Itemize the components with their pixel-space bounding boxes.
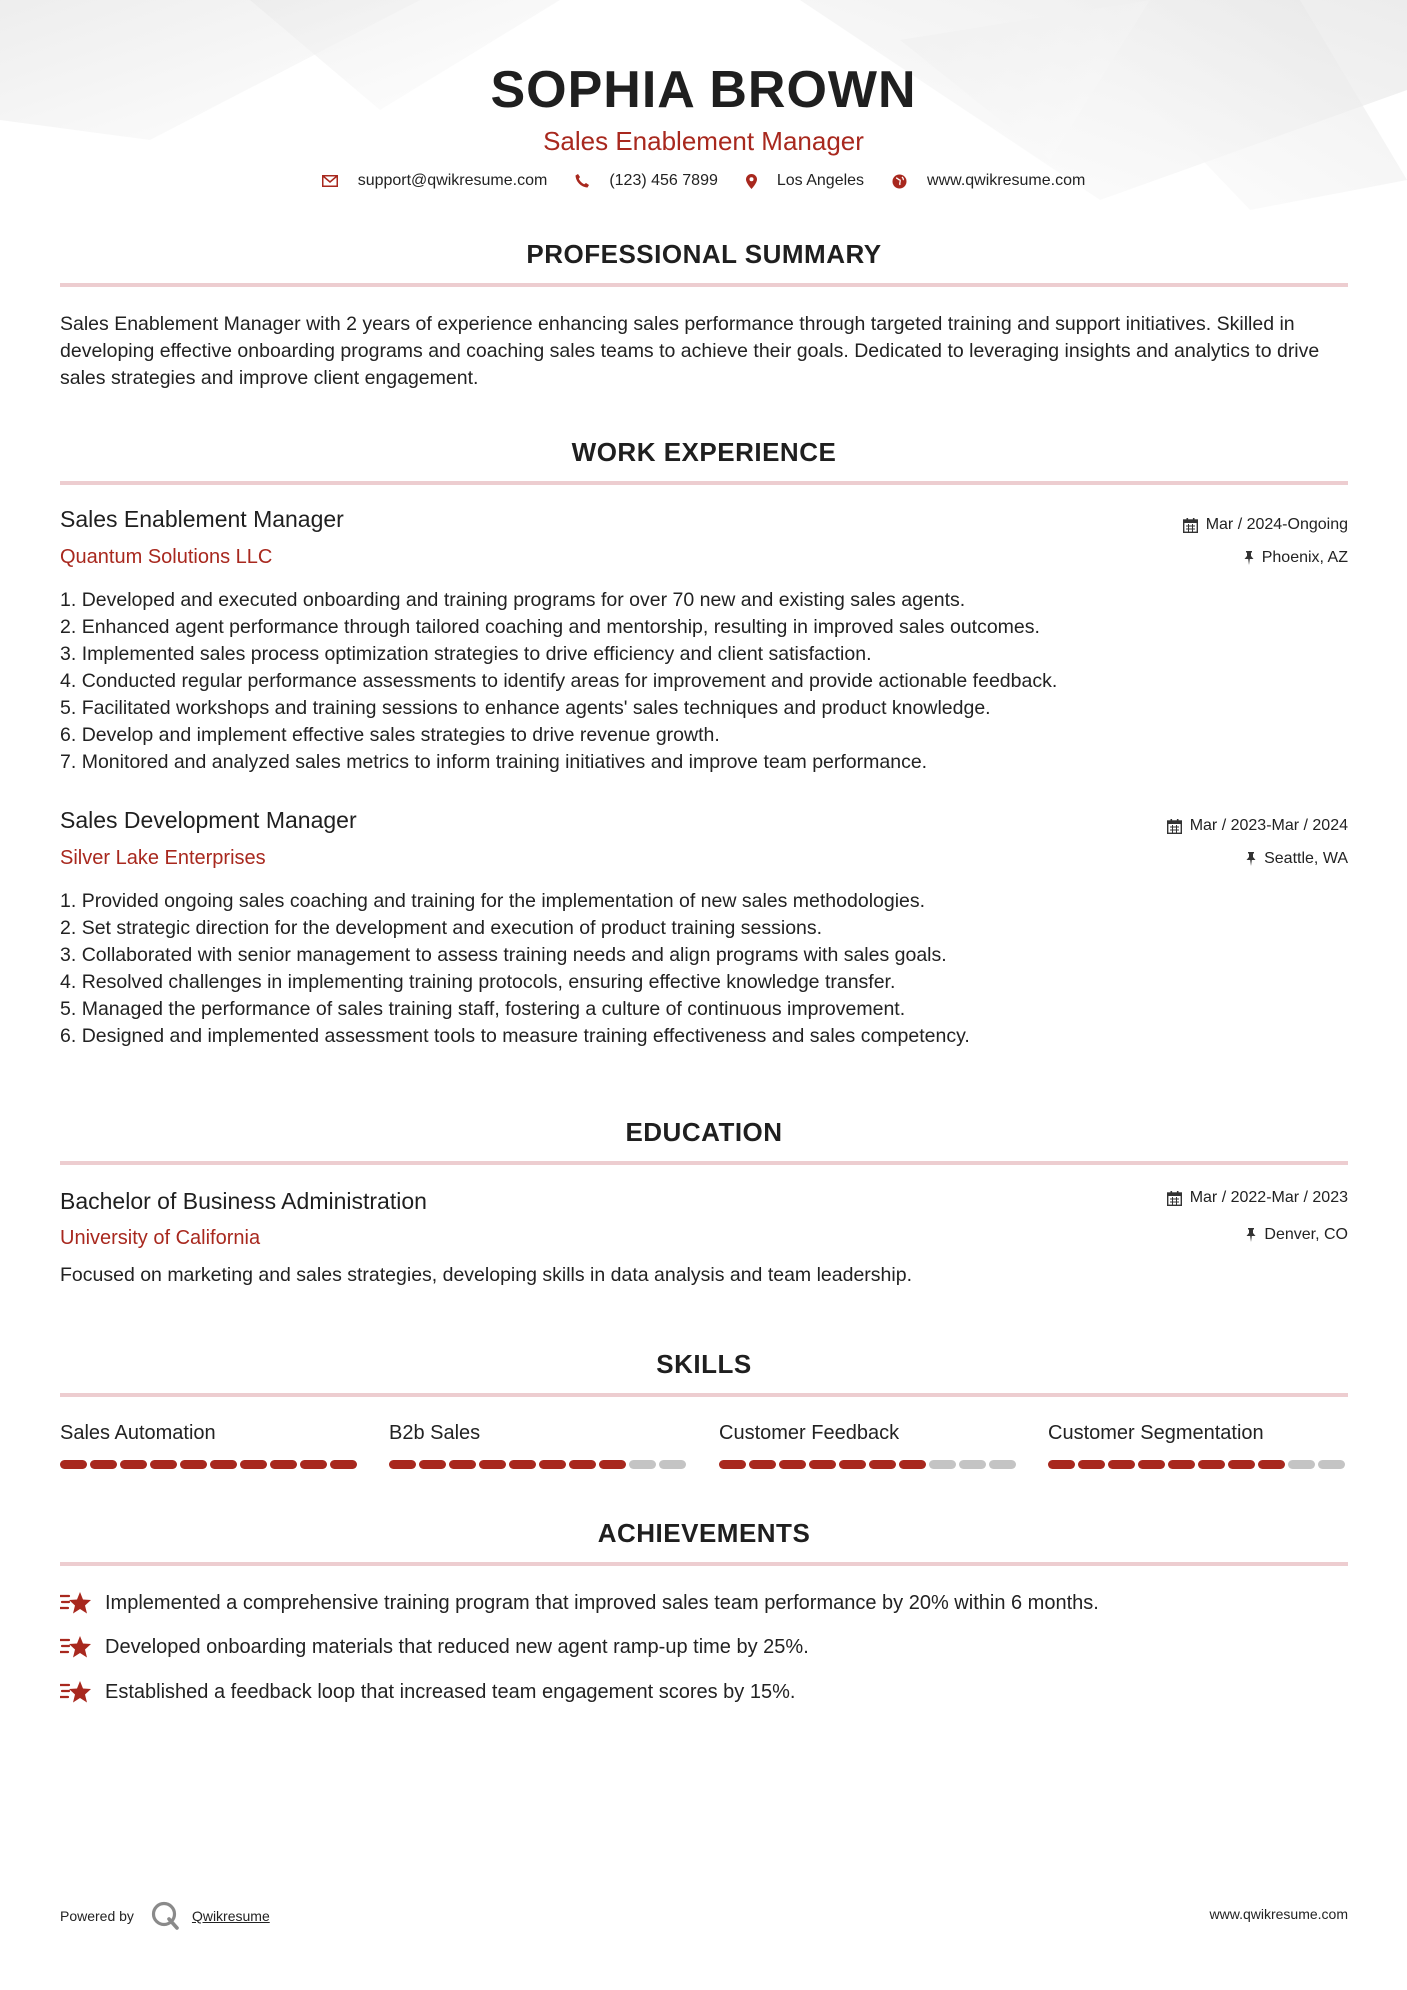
skill-name: B2b Sales bbox=[389, 1422, 481, 1444]
skill-name: Customer Segmentation bbox=[1048, 1422, 1264, 1444]
skills-divider bbox=[60, 1393, 1348, 1397]
skill-segment-empty bbox=[959, 1460, 986, 1469]
contact-email[interactable] bbox=[322, 172, 548, 190]
list-item: Facilitated workshops and training sessions to enhance agents' sales techniques and product knowledge. bbox=[81, 697, 991, 719]
achievements-heading: ACHIEVEMENTS bbox=[597, 1518, 811, 1548]
job-2-dates-text: Mar / 2023-Mar / 2024 bbox=[1189, 817, 1348, 834]
job-1-dates bbox=[1183, 516, 1348, 534]
calendar-icon bbox=[1167, 1191, 1182, 1206]
job-1-dates-text: Mar / 2024-Ongoing bbox=[1205, 516, 1348, 533]
skill-segment-filled bbox=[1108, 1460, 1135, 1469]
skill-segment-filled bbox=[869, 1460, 896, 1469]
achievement-item bbox=[60, 1590, 1350, 1616]
skill-segment-filled bbox=[120, 1460, 147, 1469]
skill-segment-filled bbox=[389, 1460, 416, 1469]
education-degree: Bachelor of Business Administration bbox=[60, 1188, 427, 1214]
skill-segment-filled bbox=[1078, 1460, 1105, 1469]
skill-segment-empty bbox=[1288, 1460, 1315, 1469]
achievement-item bbox=[60, 1634, 1350, 1660]
summary-heading: PROFESSIONAL SUMMARY bbox=[526, 239, 882, 269]
shooting-star-icon bbox=[60, 1679, 93, 1705]
list-item: Monitored and analyzed sales metrics to inform training initiatives and improve team performance. bbox=[81, 751, 928, 773]
pushpin-icon bbox=[1244, 551, 1254, 565]
globe-icon bbox=[892, 174, 907, 189]
skill-segment-filled bbox=[300, 1460, 327, 1469]
experience-heading: WORK EXPERIENCE bbox=[571, 437, 837, 467]
achievement-item bbox=[60, 1679, 1350, 1705]
skill-item bbox=[389, 1420, 689, 1469]
skills-heading: SKILLS bbox=[656, 1349, 752, 1379]
skill-segment-filled bbox=[839, 1460, 866, 1469]
phone-icon bbox=[575, 174, 589, 188]
summary-divider bbox=[60, 283, 1348, 287]
skill-name: Customer Feedback bbox=[719, 1422, 900, 1444]
skill-item bbox=[1048, 1420, 1348, 1469]
skill-segment-empty bbox=[989, 1460, 1016, 1469]
job-1-location bbox=[1244, 549, 1348, 567]
skill-level-bar bbox=[389, 1460, 689, 1469]
education-heading: EDUCATION bbox=[625, 1117, 783, 1147]
shooting-star-icon bbox=[60, 1590, 93, 1616]
contact-location bbox=[746, 172, 864, 190]
summary-text: Sales Enablement Manager with 2 years of experience enhancing sales performance through targeted training and support initiatives. Skilled in developing effective onboarding programs and coaching sales teams to achieve their goals. Dedicated to leveraging insights and analytics to drive sales strategies and improve client engagement. bbox=[60, 313, 1320, 389]
footer-website[interactable]: www.qwikresume.com bbox=[1209, 1906, 1348, 1922]
list-item: Developed and executed onboarding and training programs for over 70 new and existing sales agents. bbox=[81, 589, 966, 611]
skill-segment-filled bbox=[1048, 1460, 1075, 1469]
skill-segment-filled bbox=[479, 1460, 506, 1469]
job-1-company: Quantum Solutions LLC bbox=[60, 546, 273, 568]
skill-level-bar bbox=[719, 1460, 1019, 1469]
job-2-location-text: Seattle, WA bbox=[1264, 850, 1348, 867]
education-location bbox=[1246, 1226, 1348, 1244]
candidate-title: Sales Enablement Manager bbox=[543, 126, 864, 156]
education-divider bbox=[60, 1161, 1348, 1165]
job-2-location bbox=[1246, 850, 1348, 868]
contact-phone[interactable] bbox=[575, 172, 718, 190]
skill-segment-filled bbox=[1138, 1460, 1165, 1469]
skill-segment-filled bbox=[569, 1460, 596, 1469]
education-dates-text: Mar / 2022-Mar / 2023 bbox=[1189, 1189, 1348, 1206]
education-dates bbox=[1167, 1189, 1348, 1207]
list-item: Conducted regular performance assessments to identify areas for improvement and provide actionable feedback. bbox=[81, 670, 1058, 692]
skill-level-bar bbox=[60, 1460, 360, 1469]
skill-segment-filled bbox=[599, 1460, 626, 1469]
calendar-icon bbox=[1183, 518, 1198, 533]
skill-segment-filled bbox=[419, 1460, 446, 1469]
list-item: Managed the performance of sales training staff, fostering a culture of continuous improvement. bbox=[81, 998, 906, 1020]
list-item: Enhanced agent performance through tailored coaching and mentorship, resulting in improved sales outcomes. bbox=[81, 616, 1040, 638]
envelope-icon bbox=[322, 175, 338, 187]
skill-segment-filled bbox=[539, 1460, 566, 1469]
contact-website[interactable] bbox=[892, 172, 1085, 190]
education-description: Focused on marketing and sales strategies, developing skills in data analysis and team leadership. bbox=[60, 1264, 912, 1286]
list-item: Implemented sales process optimization strategies to drive efficiency and client satisfaction. bbox=[81, 643, 872, 665]
job-1-bullets bbox=[60, 587, 1350, 776]
skill-segment-filled bbox=[330, 1460, 357, 1469]
shooting-star-icon bbox=[60, 1634, 93, 1660]
skill-segment-filled bbox=[749, 1460, 776, 1469]
candidate-name: SOPHIA BROWN bbox=[490, 61, 917, 119]
skill-segment-filled bbox=[60, 1460, 87, 1469]
skill-segment-filled bbox=[899, 1460, 926, 1469]
qwikresume-link[interactable]: Qwikresume bbox=[191, 1908, 270, 1924]
list-item: Collaborated with senior management to assess training needs and align programs with sales goals. bbox=[81, 944, 947, 966]
contact-phone-text: (123) 456 7899 bbox=[609, 172, 718, 189]
job-2-dates bbox=[1167, 817, 1348, 835]
skill-segment-filled bbox=[809, 1460, 836, 1469]
calendar-icon bbox=[1167, 819, 1182, 834]
skill-segment-empty bbox=[929, 1460, 956, 1469]
footer-powered-by bbox=[60, 1900, 270, 1932]
skill-segment-filled bbox=[779, 1460, 806, 1469]
resume-header bbox=[0, 58, 1407, 158]
qwikresume-logo-icon bbox=[150, 1900, 182, 1932]
skill-segment-empty bbox=[629, 1460, 656, 1469]
skill-segment-filled bbox=[180, 1460, 207, 1469]
skill-segment-filled bbox=[210, 1460, 237, 1469]
skill-level-bar bbox=[1048, 1460, 1348, 1469]
list-item: Develop and implement effective sales strategies to drive revenue growth. bbox=[81, 724, 720, 746]
skill-segment-filled bbox=[150, 1460, 177, 1469]
skill-segment-filled bbox=[240, 1460, 267, 1469]
job-2-bullets bbox=[60, 888, 1350, 1050]
map-pin-icon bbox=[746, 174, 757, 189]
pushpin-icon bbox=[1246, 852, 1256, 866]
achievements-divider bbox=[60, 1562, 1348, 1566]
list-item: Set strategic direction for the development and execution of product training sessions. bbox=[81, 917, 823, 939]
education-location-text: Denver, CO bbox=[1264, 1226, 1348, 1243]
job-1-title: Sales Enablement Manager bbox=[60, 506, 344, 532]
contact-bar bbox=[0, 172, 1407, 190]
skill-segment-filled bbox=[270, 1460, 297, 1469]
pushpin-icon bbox=[1246, 1228, 1256, 1242]
job-2-title: Sales Development Manager bbox=[60, 807, 357, 833]
skill-segment-filled bbox=[449, 1460, 476, 1469]
experience-divider bbox=[60, 481, 1348, 485]
list-item: Provided ongoing sales coaching and training for the implementation of new sales methodologies. bbox=[81, 890, 926, 912]
achievement-text: Implemented a comprehensive training program that improved sales team performance by 20% within 6 months. bbox=[105, 1591, 1099, 1614]
skill-segment-filled bbox=[1228, 1460, 1255, 1469]
achievement-text: Established a feedback loop that increased team engagement scores by 15%. bbox=[105, 1680, 796, 1703]
contact-website-text: www.qwikresume.com bbox=[927, 172, 1086, 189]
skill-segment-empty bbox=[1318, 1460, 1345, 1469]
job-1-location-text: Phoenix, AZ bbox=[1261, 549, 1348, 566]
skill-segment-filled bbox=[509, 1460, 536, 1469]
powered-by-label: Powered by bbox=[60, 1908, 134, 1924]
list-item: Resolved challenges in implementing training protocols, ensuring effective knowledge transfer. bbox=[81, 971, 896, 993]
achievement-text: Developed onboarding materials that reduced new agent ramp-up time by 25%. bbox=[105, 1635, 809, 1658]
skill-name: Sales Automation bbox=[60, 1422, 216, 1444]
skill-segment-filled bbox=[1198, 1460, 1225, 1469]
skill-segment-filled bbox=[1168, 1460, 1195, 1469]
skill-item bbox=[60, 1420, 360, 1469]
list-item: Designed and implemented assessment tools to measure training effectiveness and sales competency. bbox=[81, 1025, 970, 1047]
job-2-company: Silver Lake Enterprises bbox=[60, 847, 266, 869]
skill-item bbox=[719, 1420, 1019, 1469]
skill-segment-filled bbox=[90, 1460, 117, 1469]
education-school: University of California bbox=[60, 1227, 261, 1249]
contact-email-text: support@qwikresume.com bbox=[357, 172, 548, 189]
skill-segment-filled bbox=[1258, 1460, 1285, 1469]
skill-segment-filled bbox=[719, 1460, 746, 1469]
skill-segment-empty bbox=[659, 1460, 686, 1469]
contact-location-text: Los Angeles bbox=[776, 172, 865, 189]
